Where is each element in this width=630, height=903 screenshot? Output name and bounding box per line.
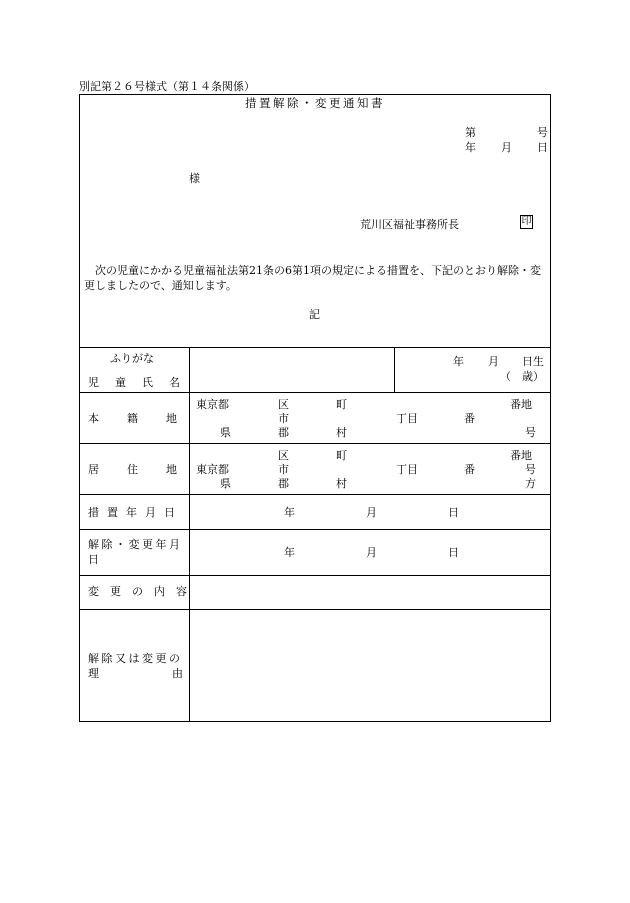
kyoju-go: 号 (525, 463, 536, 476)
honseki-machi: 町 (336, 398, 347, 411)
kyoju-ken: 県 (220, 477, 231, 490)
row-divider-henko (79, 609, 551, 610)
kyoju-ban: 番 (464, 463, 475, 476)
henko-naiyo-label: 変更の内容 (88, 585, 198, 598)
honseki-shi: 市 (278, 412, 289, 425)
sochi-nen: 年 (284, 506, 295, 519)
riyu-label-line2-a: 理 (88, 667, 99, 680)
header-tsuki: 月 (501, 141, 512, 154)
recipient-sama: 様 (189, 172, 200, 185)
form-label: 別記第２６号様式（第１４条関係） (79, 80, 255, 93)
kaijo-date-label-line2: 日 (88, 553, 99, 566)
birth-tsuki: 月 (488, 355, 499, 368)
honseki-ken: 県 (220, 426, 231, 439)
document-title: 措置解除・変更通知書 (245, 96, 385, 110)
row-divider-kaijo (79, 575, 551, 576)
kyoju-label: 居住地 (88, 463, 205, 476)
honseki-gun: 郡 (278, 426, 289, 439)
honseki-banchi: 番地 (510, 398, 532, 411)
kaijo-date-label-line1: 解除・変更年月 (88, 538, 183, 551)
issuer-name: 荒川区福祉事務所長 (360, 218, 459, 231)
birth-hi: 日生 (522, 355, 544, 368)
kyoju-gun: 郡 (278, 477, 289, 490)
honseki-chome: 丁目 (396, 412, 418, 425)
column-divider-label (189, 347, 190, 722)
column-divider-birth (394, 347, 395, 392)
ki-heading: 記 (309, 308, 320, 321)
age-open: （ (500, 370, 511, 383)
sochi-date-label: 措置年月日 (88, 506, 183, 519)
kaijo-tsuki: 月 (366, 546, 377, 559)
birth-nen: 年 (453, 355, 464, 368)
row-divider-name (79, 392, 551, 393)
form-frame (79, 94, 551, 722)
furigana-label: ふりがな (110, 352, 154, 365)
kyoju-machi: 町 (336, 449, 347, 462)
kaijo-hi: 日 (448, 546, 459, 559)
child-name-label-text: 児童氏名 (88, 376, 196, 389)
row-divider-sochi (79, 529, 551, 530)
riyu-label-line2-b: 由 (172, 667, 183, 680)
age-close: 歳） (522, 370, 544, 383)
honseki-ban: 番 (464, 412, 475, 425)
honseki-label: 本籍地 (88, 412, 205, 425)
honseki-tokyo: 東京都 (196, 398, 229, 411)
sochi-tsuki: 月 (366, 506, 377, 519)
header-nen: 年 (465, 141, 476, 154)
honseki-ku: 区 (278, 398, 289, 411)
kyoju-shi: 市 (278, 463, 289, 476)
honseki-mura: 村 (336, 426, 347, 439)
row-divider-top (79, 347, 551, 348)
riyu-label-line1: 解除又は変更の (88, 652, 183, 665)
child-name-label (88, 376, 196, 389)
row-divider-honseki (79, 443, 551, 444)
header-dai: 第 (465, 126, 476, 139)
notice-body-text: 次の児童にかかる児童福祉法第21条の6第1項の規定による措置を、下記のとおり解除・変更しましたので、通知します。 (84, 264, 541, 292)
kyoju-ku: 区 (278, 449, 289, 462)
kyoju-kata: 方 (525, 477, 536, 490)
header-go: 号 (537, 126, 548, 139)
sochi-hi: 日 (448, 506, 459, 519)
honseki-go: 号 (525, 426, 536, 439)
kyoju-banchi: 番地 (510, 449, 532, 462)
kyoju-tokyo: 東京都 (196, 463, 229, 476)
kyoju-mura: 村 (336, 477, 347, 490)
header-hi: 日 (537, 141, 548, 154)
row-divider-kyoju (79, 494, 551, 495)
kyoju-chome: 丁目 (396, 463, 418, 476)
seal-mark: 印 (521, 216, 532, 227)
kaijo-nen: 年 (284, 546, 295, 559)
